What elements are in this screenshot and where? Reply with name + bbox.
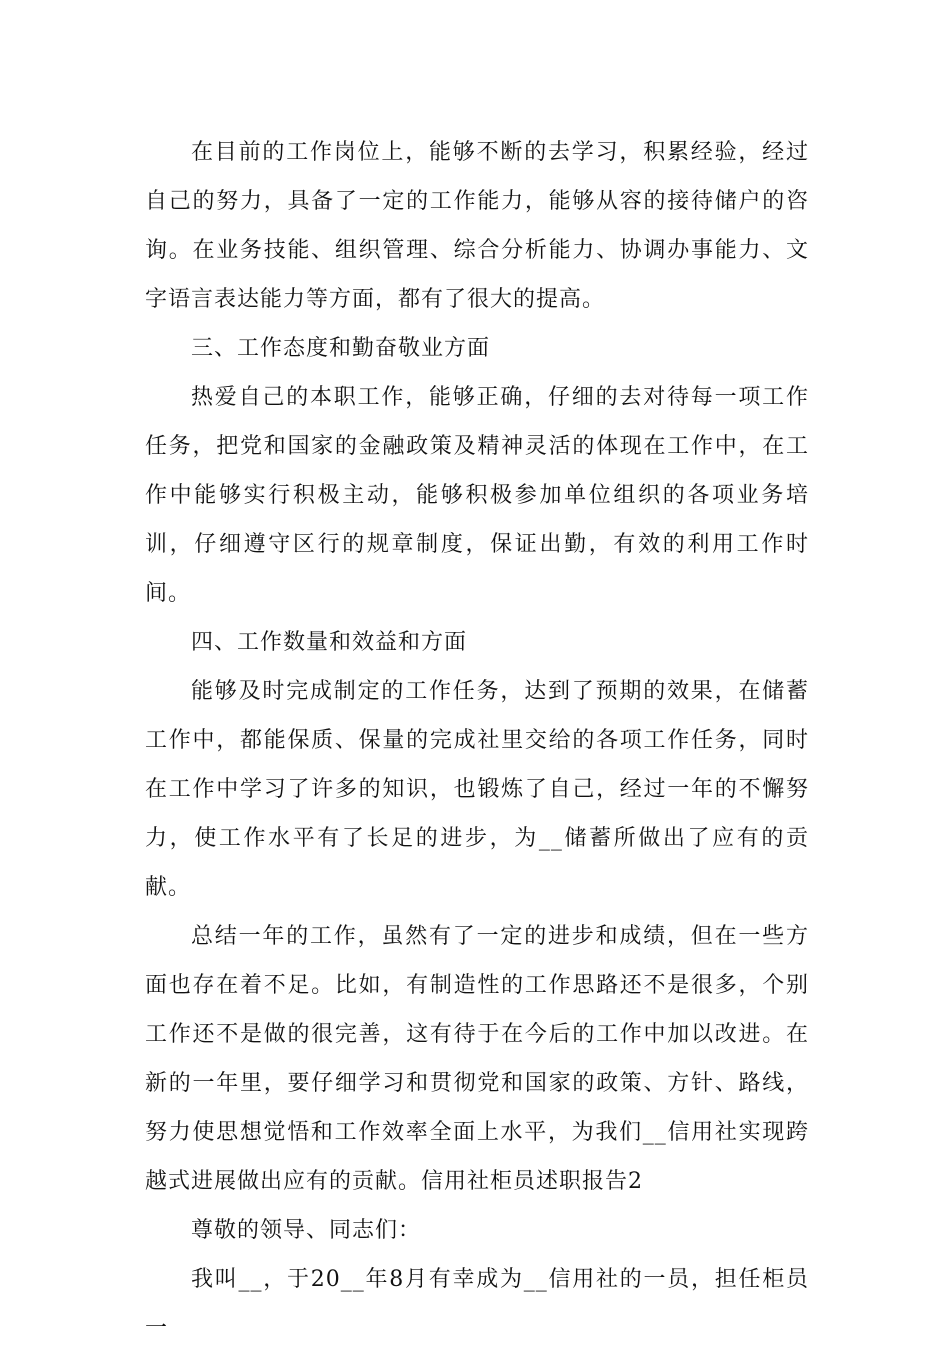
paragraph-summary: 总结一年的工作，虽然有了一定的进步和成绩，但在一些方面也存在着不足。比如，有制造性的工作思路还不是很多，个别工作还不是做的很完善，这有待于在今后的工作中加以改进。在新的一年里，要仔细学习和贯彻党和国家的政策、方针、路线，努力使思想觉悟和工作效率全面上水平，为我们__信用社实现跨越式进展做出应有的贡献。信用社柜员述职报告2 [145, 924, 809, 1194]
document-body [145, 128, 809, 1353]
section-heading-work-attitude: 三、工作态度和勤奋敬业方面 [191, 336, 491, 361]
paragraph-introduction: 我叫__，于20__年8月有幸成为__信用社的一员，担任柜员一 [145, 1267, 809, 1341]
section-heading-work-quantity: 四、工作数量和效益和方面 [191, 630, 468, 655]
salutation: 尊敬的领导、同志们： [191, 1218, 422, 1243]
paragraph-work-quantity: 能够及时完成制定的工作任务，达到了预期的效果，在储蓄工作中，都能保质、保量的完成社里交给的各项工作任务，同时在工作中学习了许多的知识，也锻炼了自己，经过一年的不懈努力，使工作水平有了长足的进步，为__储蓄所做出了应有的贡献。 [145, 679, 809, 900]
paragraph-work-attitude: 热爱自己的本职工作，能够正确，仔细的去对待每一项工作任务，把党和国家的金融政策及精神灵活的体现在工作中，在工作中能够实行积极主动，能够积极参加单位组织的各项业务培训，仔细遵守区行的规章制度，保证出勤，有效的利用工作时间。 [145, 385, 809, 606]
paragraph-work-ability: 在目前的工作岗位上，能够不断的去学习，积累经验，经过自己的努力，具备了一定的工作能力，能够从容的接待储户的咨询。在业务技能、组织管理、综合分析能力、协调办事能力、文字语言表达能力等方面，都有了很大的提高。 [145, 140, 809, 312]
